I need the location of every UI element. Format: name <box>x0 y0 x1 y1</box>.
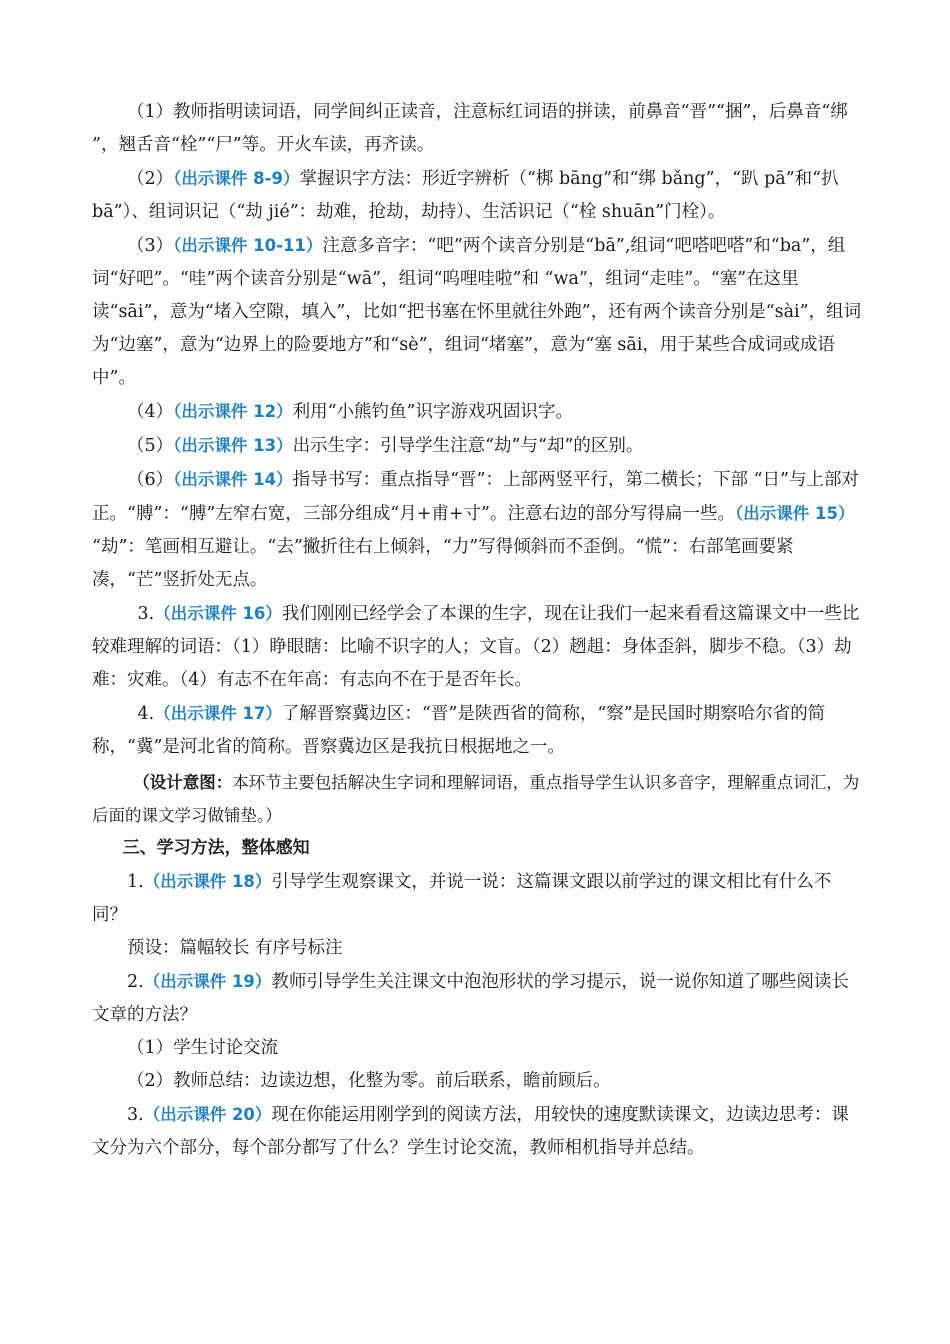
paragraph-6: （6）（出示课件 14）指导书写：重点指导“晋”：上部两竖平行，第二横长；下部 “日”与上部对正。“膊”：“膊”左窄右宽，三部分组成“月+甫+寸”。注意右边的部分写得扁一些。（出示课件 15） “劫”：笔画相互避让。“去”撇折往右上倾斜，“力”写得倾斜而不歪倒。“慌”：右部笔画要紧凑，“芒”竖折处无点。 <box>92 470 859 590</box>
paragraph-8: 4.（出示课件 17）了解晋察冀边区：“晋”是陕西省的简称，“察”是民国时期察哈尔省的简称，“冀”是河北省的简称。晋察冀边区是我抗日根据地之一。 <box>92 704 826 757</box>
courseware-ref: （出示课件 14） <box>173 470 293 489</box>
courseware-ref: （出示课件 20） <box>143 1105 272 1124</box>
section-title-3: 三、学习方法，整体感知 <box>122 838 310 858</box>
courseware-ref: （出示课件 8-9） <box>173 169 300 188</box>
step-2: 2.（出示课件 19）教师引导学生关注课文中泡泡形状的学习提示，说一说你知道了哪些阅读长文章的方法？ <box>92 972 849 1025</box>
paragraph-3: （3）（出示课件 10-11）注意多音字：“吧”两个读音分别是“bā”,组词“吧嗒吧嗒”和“ba”，组词“好吧”。“哇”两个读音分别是“wā”，组词“呜哩哇啦”和 “wa”，组词“走哇”。“塞”在这里读“sāi”，意为“堵入空隙，填入”，比如“把书塞在怀里就往外跑”，还有两个读音分别是“sài”，组词为“边塞”，意为“边界上的险要地方”和“sè”，组词“堵塞”，意为“塞 sāi，用于某些合成词或成语中”。 <box>92 236 862 388</box>
lesson-content <box>92 96 862 1165</box>
preset-note: 预设：篇幅较长 有序号标注 <box>127 938 343 958</box>
courseware-ref: （出示课件 18） <box>143 872 272 891</box>
step-2-item-2: （2）教师总结：边读边想，化整为零。前后联系，瞻前顾后。 <box>127 1071 611 1091</box>
courseware-ref: （出示课件 17） <box>154 704 282 723</box>
paragraph-1: （1）教师指明读词语，同学间纠正读音，注意标红词语的拼读，前鼻音“晋”“捆”，后鼻音“绑 ”，翘舌音“栓”“尸”等。开火车读，再齐读。 <box>92 102 848 155</box>
courseware-ref: （出示课件 19） <box>143 972 272 991</box>
paragraph-2: （2）（出示课件 8-9）掌握识字方法：形近字辨析（“梆 bāng”和“绑 bǎng”，“趴 pā”和“扒 bā”）、组词识记（“劫 jié”：劫难，抢劫，劫持）、生活识记（“栓 shuān”门栓）。 <box>92 169 839 222</box>
paragraph-7: 3.（出示课件 16）我们刚刚已经学会了本课的生字，现在让我们一起来看看这篇课文中一些比较难理解的词语：（1）睁眼瞎：比喻不识字的人；文盲。（2）趔趄：身体歪斜，脚步不稳。（3）劫难：灾难。（4）有志不在年高：有志向不在于是否年长。 <box>92 604 860 690</box>
step-2-item-1: （1）学生讨论交流 <box>127 1038 279 1058</box>
step-3: 3.（出示课件 20）现在你能运用刚学到的阅读方法，用较快的速度默读课文，边读边思考：课文分为六个部分，每个部分都写了什么？学生讨论交流，教师相机指导并总结。 <box>92 1105 849 1158</box>
courseware-ref: （出示课件 13） <box>173 436 293 455</box>
design-intent: （设计意图：本环节主要包括解决生字词和理解词语，重点指导学生认识多音字，理解重点词汇，为后面的课文学习做铺垫。） <box>92 773 860 825</box>
courseware-ref: （出示课件 15） <box>735 504 855 523</box>
courseware-ref: （出示课件 12） <box>173 402 293 421</box>
step-1: 1.（出示课件 18）引导学生观察课文，并说一说：这篇课文跟以前学过的课文相比有什么不同？ <box>92 872 832 925</box>
paragraph-4: （4）（出示课件 12）利用“小熊钓鱼”识字游戏巩固识字。 <box>127 402 574 422</box>
courseware-ref: （出示课件 10-11） <box>173 236 323 255</box>
courseware-ref: （出示课件 16） <box>154 604 282 623</box>
paragraph-5: （5）（出示课件 13）出示生字：引导学生注意“劫”与“却”的区别。 <box>127 436 644 456</box>
